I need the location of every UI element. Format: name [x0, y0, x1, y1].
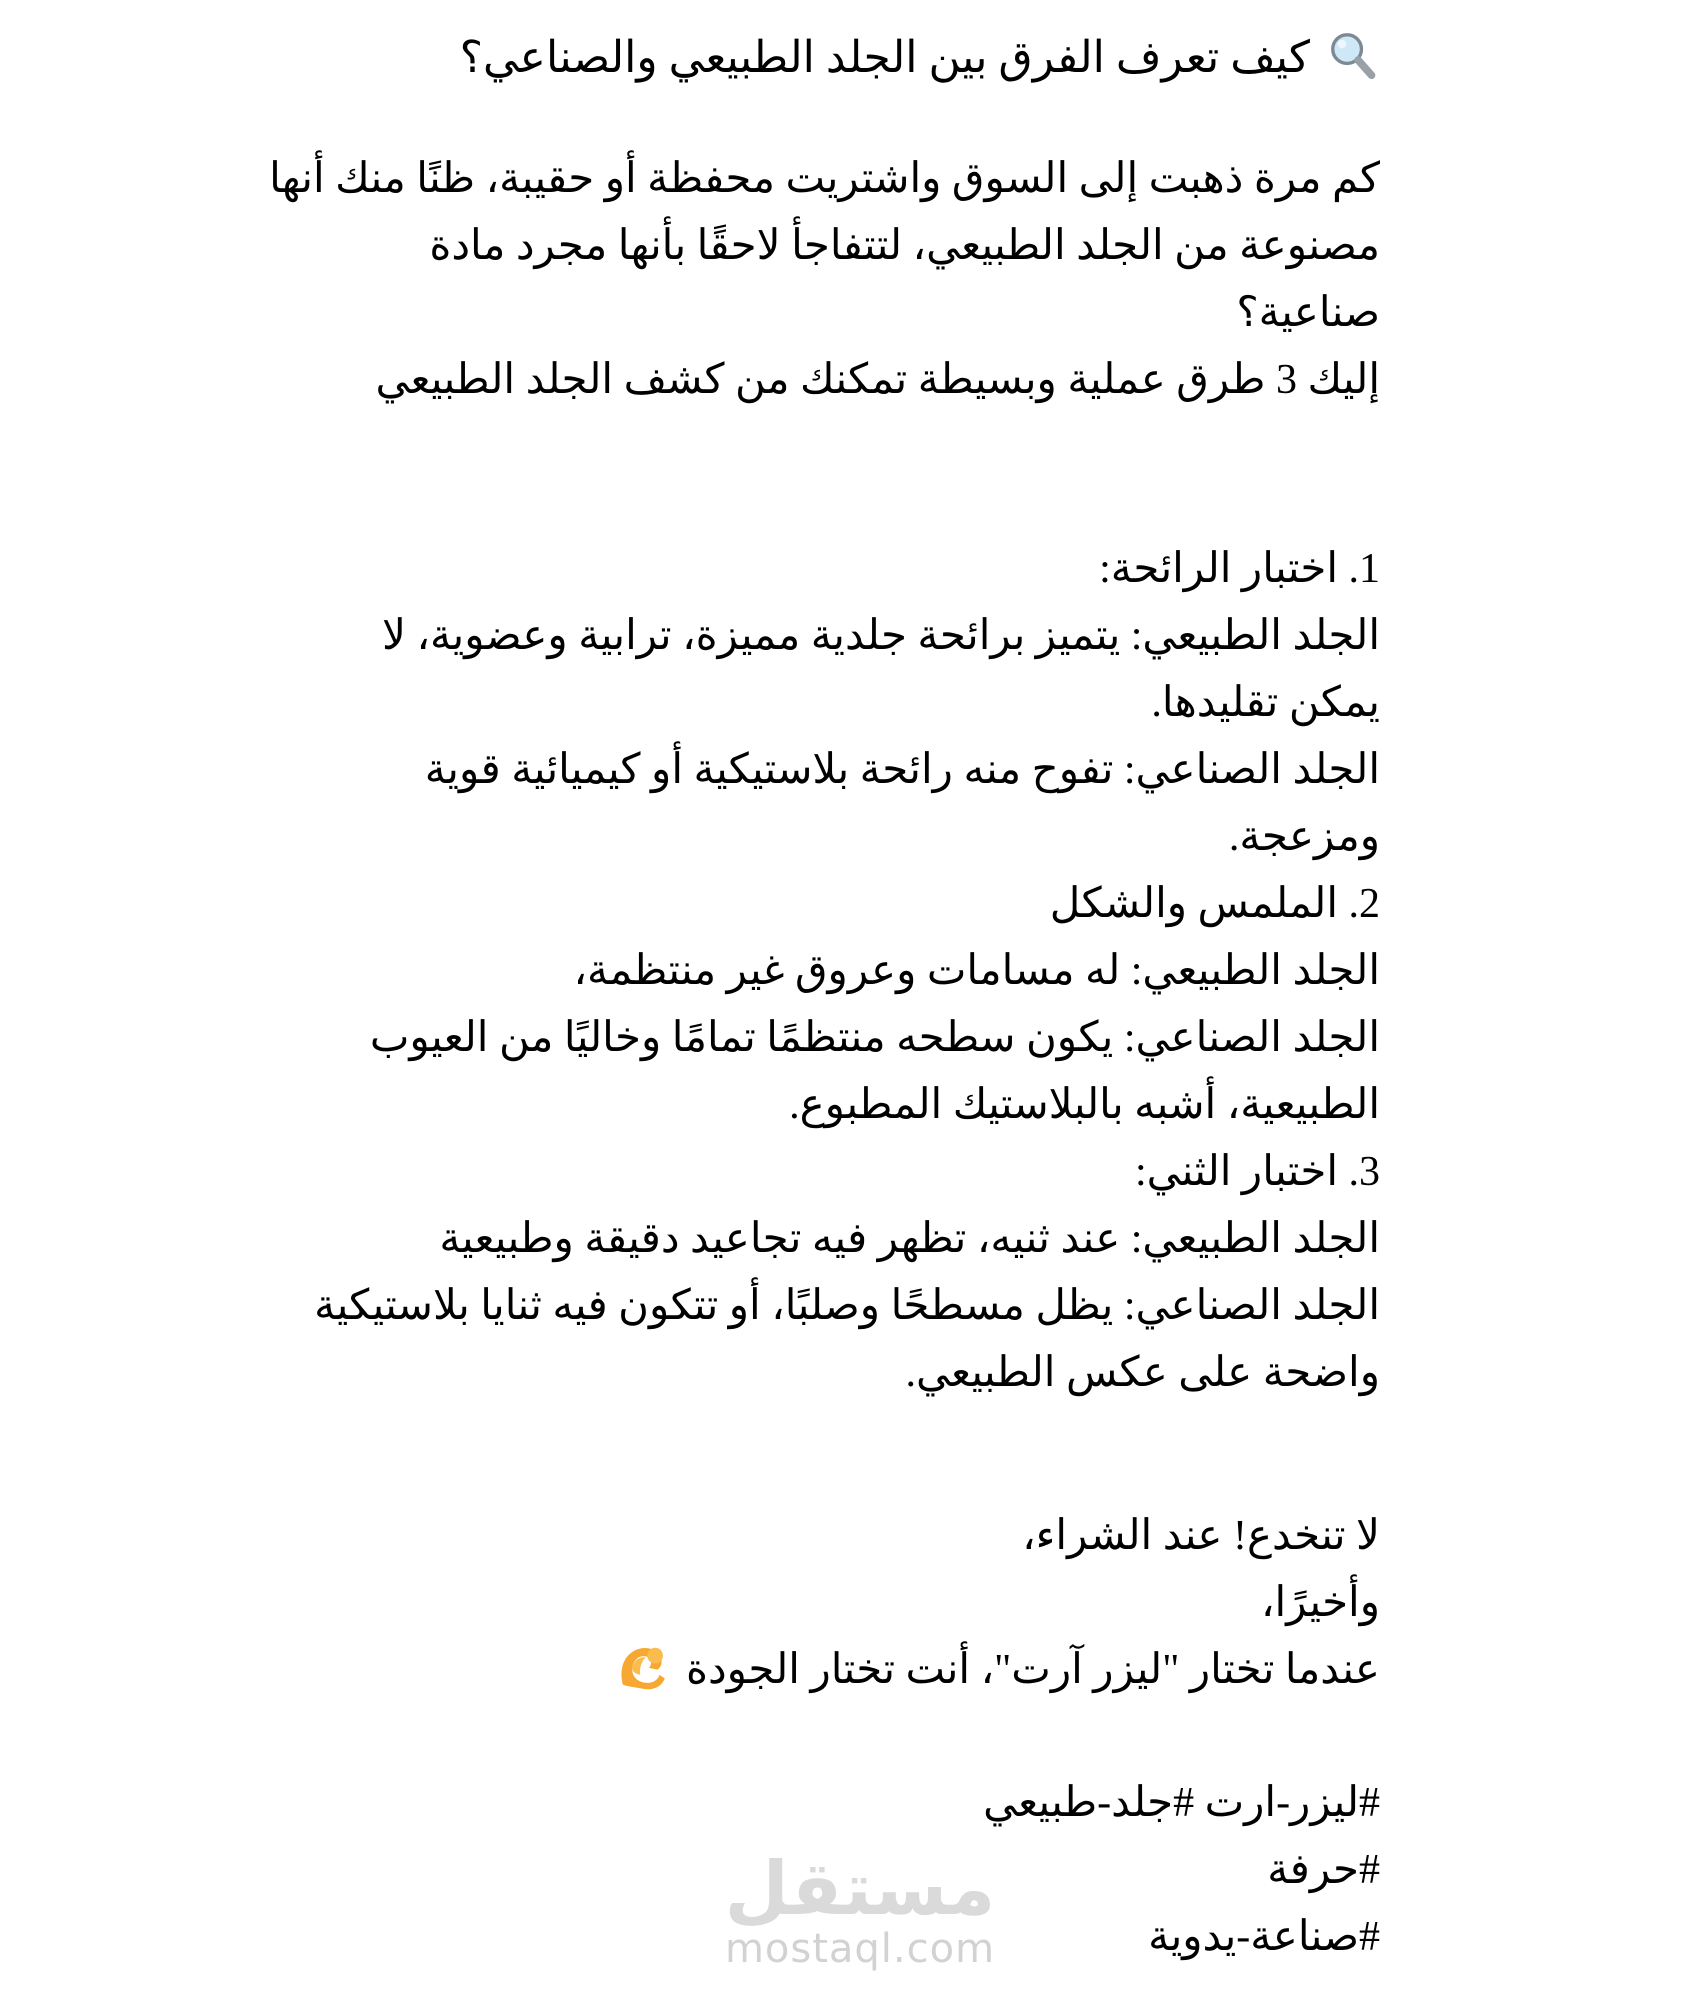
hashtag-line: #ليزر-ارت #جلد-طبيعي [983, 1780, 1380, 1826]
outro-paragraph [90, 1503, 1380, 1704]
tip-line: الجلد الصناعي: يظل مسطحًا وصلبًا، أو تتكون فيه ثنايا بلاستيكية [314, 1283, 1380, 1329]
post-text [90, 26, 1380, 1971]
intro-line: مصنوعة من الجلد الطبيعي، لتتفاجأ لاحقًا بأنها مجرد مادة [429, 223, 1380, 269]
hashtag-line: #صناعة-يدوية [1148, 1914, 1380, 1960]
intro-line: إليك 3 طرق عملية وبسيطة تمكنك من كشف الجلد الطبيعي [375, 357, 1380, 403]
intro-line: صناعية؟ [1236, 290, 1380, 336]
outro-line: لا تنخدع! عند الشراء، [1022, 1513, 1380, 1559]
tip-line: الطبيعية، أشبه بالبلاستيك المطبوع. [789, 1082, 1380, 1128]
tip-line: 2. الملمس والشكل [1049, 881, 1380, 927]
hashtags [90, 1770, 1380, 1971]
tip-line: واضحة على عكس الطبيعي. [905, 1350, 1380, 1396]
outro-line: وأخيرًا، [1261, 1580, 1380, 1626]
tip-line: الجلد الطبيعي: عند ثنيه، تظهر فيه تجاعيد دقيقة وطبيعية [439, 1216, 1380, 1262]
tip-line: 3. اختبار الثني: [1134, 1149, 1380, 1195]
tip-line: الجلد الطبيعي: يتميز برائحة جلدية مميزة، ترابية وعضوية، لا [382, 613, 1380, 659]
title-text: كيف تعرف الفرق بين الجلد الطبيعي والصناعي؟ [459, 33, 1310, 82]
page-title [90, 26, 1380, 90]
tip-line: الجلد الصناعي: تفوح منه رائحة بلاستيكية أو كيميائية قوية [424, 747, 1380, 793]
magnifier-icon [1326, 28, 1380, 82]
tip-line: الجلد الصناعي: يكون سطحه منتظمًا تمامًا وخاليًا من العيوب [369, 1015, 1380, 1061]
tip-line: ومزعجة. [1228, 814, 1380, 860]
intro-line: كم مرة ذهبت إلى السوق واشتريت محفظة أو حقيبة، ظنًا منك أنها [269, 156, 1380, 202]
brand-line-text: عندما تختار "ليزر آرت"، أنت تختار الجودة [685, 1647, 1380, 1693]
tips-list [90, 536, 1380, 1407]
tip-line: يمكن تقليدها. [1151, 680, 1380, 726]
tip-line: الجلد الطبيعي: له مسامات وعروق غير منتظمة، [573, 948, 1380, 994]
hashtag-line: #حرفة [1267, 1847, 1380, 1893]
flexed-biceps-icon [616, 1639, 670, 1693]
intro-paragraph [90, 146, 1380, 414]
watermark-domain: mostaql.com [724, 1926, 996, 1972]
watermark-logo: مستقل [724, 1846, 996, 1932]
brand-line [90, 1637, 1380, 1704]
tip-line: 1. اختبار الرائحة: [1099, 546, 1380, 592]
